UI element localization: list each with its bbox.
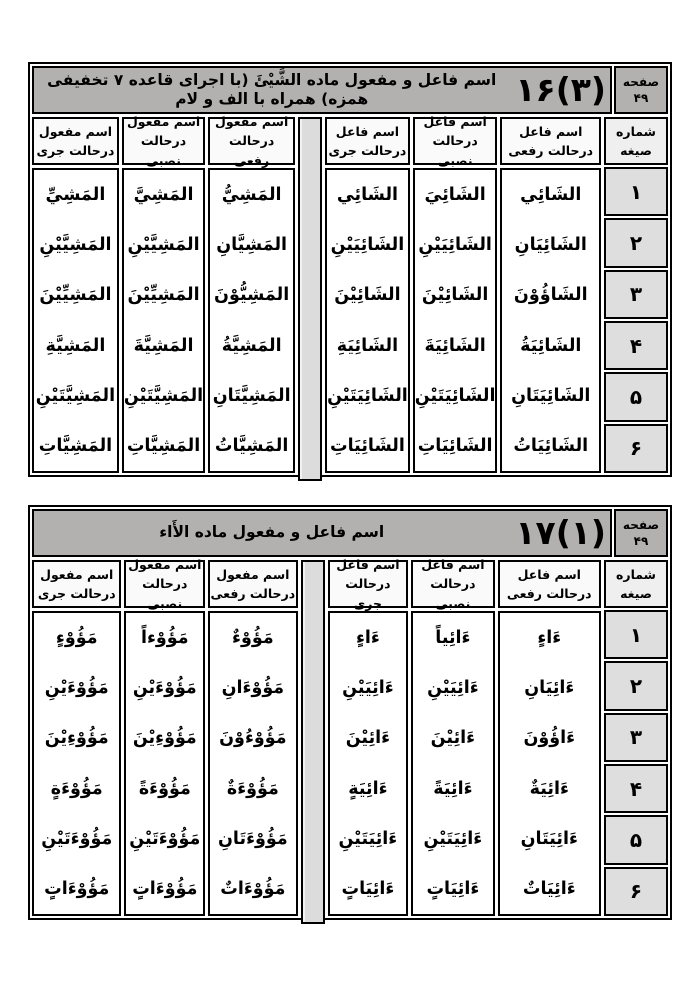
word-cell: الشَاؤُوْنَ [513,285,588,306]
word-cell: مَؤُوْءِيْنَ [132,728,197,749]
word-cell: المَشِيُّ [221,185,282,206]
column-header-line: اسم مفعول [215,113,289,129]
word-cell: ءَاؤُوْنَ [523,728,576,749]
column-header-line: درحالت نصبی [430,576,476,611]
page-number: ۴۹ [633,91,649,105]
column-cells [32,168,119,473]
lesson-number: ۱۷(۱) [515,512,606,552]
column-header-line: اسم فاعل [517,566,581,582]
table-title: اسم فاعل و مفعول ماده الأَاء [159,523,385,542]
word-cell: المَشِيُّوْنَ [214,285,290,306]
row-number-cell: ۱ [604,610,668,659]
serial-header-line: صیغه [620,586,652,601]
word-cell: الشَائِيَ [424,185,486,206]
declension-column [325,117,410,473]
column-header [498,560,601,608]
declension-column [498,560,601,916]
column-header-line: درحالت جری [37,586,116,601]
word-cell: ءَاءٍ [355,628,380,649]
word-cell: ءَائِيَتَيْنِ [338,828,398,849]
table-grid [32,556,668,916]
word-cell: ءَائِيَةٍ [348,778,388,799]
word-cell: المَشِيَّةُ [221,335,282,356]
column-header-line: درحالت رفعی [506,586,592,601]
column-header [32,560,121,608]
word-cell: ءَائِيَاتٌ [522,878,576,899]
column-header [325,117,410,165]
table-divider [301,560,325,924]
title-area [32,509,612,557]
word-cell: مَؤُوْءَةً [138,778,191,799]
column-header-line: اسم مفعول [40,566,114,582]
word-cell: ءَائِيَانِ [524,678,575,699]
column-header-line: اسم مفعول [38,123,113,139]
serial-column [604,560,668,916]
column-header-line: اسم فاعل [519,123,583,139]
column-header-line: درحالت جری [36,143,115,158]
word-cell: ءَائِيَةٌ [529,778,569,799]
serial-header-line: صیغه [620,143,652,158]
column-header-line: درحالت رفعی [229,133,275,168]
page-number: ۴۹ [633,534,649,548]
word-cell: ءَائِيَيْنِ [342,678,394,699]
word-cell: الشَائِيَةُ [520,335,582,356]
column-cells [208,168,295,473]
word-cell: ءَائِيَاتٍ [426,878,480,899]
word-cell: المَشِيَّتَيْنِ [123,385,204,406]
column-header-line: درحالت جری [328,143,407,158]
column-header-line: اسم مفعول [128,556,202,572]
word-cell: المَشِيَّةِ [45,335,106,356]
word-cell: المَشِيَّةَ [133,335,194,356]
word-cell: مَؤُوْءَاتٌ [220,878,286,899]
declension-column [328,556,409,916]
column-header-line: اسم فاعل [423,113,487,129]
page-cell [614,66,668,114]
word-cell: مَؤُوْءَيْنِ [132,678,197,699]
word-cell: ءَائِيْنَ [345,728,391,749]
word-cell: مَؤُوْءِيْنَ [44,728,109,749]
declension-column [122,113,205,473]
word-cell: المَشِيَّتَيْنِ [35,385,116,406]
serial-header [604,117,668,165]
word-cell: المَشِيِّيْنَ [127,285,200,306]
word-cell: الشَائِيَاتِ [330,435,405,456]
word-cell: المَشِيَّيْنِ [127,235,200,256]
word-cell: المَشِيَّتَانِ [212,385,291,406]
word-cell: مَؤُوْءَتَيْنِ [41,828,113,849]
column-header-line: درحالت نصبی [432,133,478,168]
declension-column [124,556,205,916]
word-cell: الشَائِيَتَيْنِ [327,385,408,406]
word-cell: الشَائِيَةِ [336,335,399,356]
serial-column [604,117,668,473]
column-header [208,560,297,608]
declension-column [413,113,498,473]
word-cell: المَشِيَّاتِ [126,435,201,456]
page-cell [614,509,668,557]
column-cells [500,168,601,473]
word-cell: ءَائِيْنَ [430,728,476,749]
word-cell: مَؤُوْءَانِ [221,678,285,699]
word-cell: مَؤُوْءُوْنَ [219,728,287,749]
column-header-line: درحالت نصبی [140,133,187,168]
column-header-line: درحالت نصبی [142,576,188,611]
word-cell: مَؤُوْءاً [140,628,189,649]
word-cell: المَشِيَّانِ [216,235,288,256]
title-area [32,66,612,114]
column-header [413,113,498,168]
word-cell: الشَائِيْنَ [421,285,489,306]
column-header [208,113,295,168]
word-cell: المَشِيَّ [133,185,194,206]
word-cell: مَؤُوْءَةٌ [226,778,279,799]
row-number-cell: ۴ [604,764,668,813]
column-header-line: درحالت رفعی [508,143,594,158]
row-number-cell: ۵ [604,815,668,864]
word-cell: مَؤُوْءَتَيْنِ [129,828,201,849]
declension-column [500,117,601,473]
column-header [500,117,601,165]
row-number-cell: ۵ [604,372,668,421]
word-cell: الشَائِيَاتِ [417,435,493,456]
row-number-cell: ۳ [604,713,668,762]
word-cell: المَشِيَّيْنِ [39,235,112,256]
word-cell: المَشِيَّاتُ [214,435,289,456]
word-cell: ءَائِيَيْنِ [427,678,479,699]
table-grid [32,113,668,473]
word-cell: الشَائِي [336,185,399,206]
word-cell: المَشِيِّيْنَ [39,285,112,306]
declension-column [32,117,119,473]
column-header-line: اسم فاعل [336,556,400,572]
word-cell: مَؤُوْءَاتٍ [132,878,198,899]
page-label: صفحه [622,517,660,532]
word-cell: الشَائِي [520,185,582,206]
declension-column [208,560,297,916]
word-cell: المَشِيَّاتِ [38,435,113,456]
column-cells [325,168,410,473]
conjugation-table-2 [28,505,672,920]
word-cell: الشَائِيَتَانِ [511,385,591,406]
column-header [411,556,494,611]
word-cell: الشَائِيَةَ [424,335,486,356]
row-number-cell: ۱ [604,167,668,216]
column-header-line: اسم مفعول [126,113,201,129]
word-cell: مَؤُوْءَيْنِ [44,678,109,699]
row-number-cell: ۲ [604,661,668,710]
column-header [32,117,119,165]
table-divider [298,117,322,481]
column-cells [411,611,494,916]
table-title-bar [32,509,668,557]
column-header [124,556,205,611]
word-cell: الشَائِيَاتُ [513,435,589,456]
row-number-cell: ۶ [604,424,668,473]
word-cell: ءَائِيَتَانِ [520,828,578,849]
word-cell: الشَائِيَتَيْنِ [414,385,496,406]
word-cell: ءَائِياً [435,628,471,649]
column-cells [328,611,409,916]
serial-header-line: شماره [616,123,656,139]
word-cell: مَؤُوْءَةٍ [50,778,103,799]
serial-header-line: شماره [616,566,656,582]
lesson-number: ۱۶(۳) [515,69,606,109]
row-number-cell: ۲ [604,218,668,267]
word-cell: الشَائِيَيْنِ [418,235,492,256]
row-number-cell: ۶ [604,867,668,916]
table-title: اسم فاعل و مفعول ماده الشَّيْئَ (با اجرای قاعده ۷ تخفیفی همزه) همراه با الف و لام [47,70,497,108]
table-title-bar [32,66,668,114]
conjugation-table-1 [28,62,672,477]
word-cell: المَشِيِّ [45,185,106,206]
column-header-line: درحالت رفعی [210,586,296,601]
column-header-line: اسم مفعول [216,566,290,582]
row-number-cell: ۴ [604,321,668,370]
column-header-line: درحالت جری [345,576,391,611]
word-cell: مَؤُوْءَتَانِ [217,828,288,849]
declension-column [411,556,494,916]
column-cells [208,611,297,916]
word-cell: الشَائِيَيْنِ [330,235,405,256]
word-cell: ءَائِيَةً [433,778,473,799]
declension-column [32,560,121,916]
word-cell: الشَائِيْنَ [334,285,401,306]
column-header-line: اسم فاعل [335,123,400,139]
word-cell: الشَائِيَانِ [514,235,587,256]
column-cells [498,611,601,916]
word-cell: مَؤُوْءٍ [55,628,98,649]
word-cell: ءَاءٍ [537,628,562,649]
word-cell: ءَائِيَتَيْنِ [423,828,483,849]
column-header [328,556,409,611]
word-cell: مَؤُوْءَاتٍ [44,878,110,899]
column-cells [413,168,498,473]
serial-header [604,560,668,608]
row-number-cell: ۳ [604,270,668,319]
declension-column [208,113,295,473]
column-header-line: اسم فاعل [421,556,485,572]
word-cell: مَؤُوْءٌ [232,628,274,649]
column-cells [124,611,205,916]
column-cells [122,168,205,473]
column-cells [32,611,121,916]
word-cell: ءَائِيَاتٍ [341,878,395,899]
page-label: صفحه [622,74,660,89]
column-header [122,113,205,168]
